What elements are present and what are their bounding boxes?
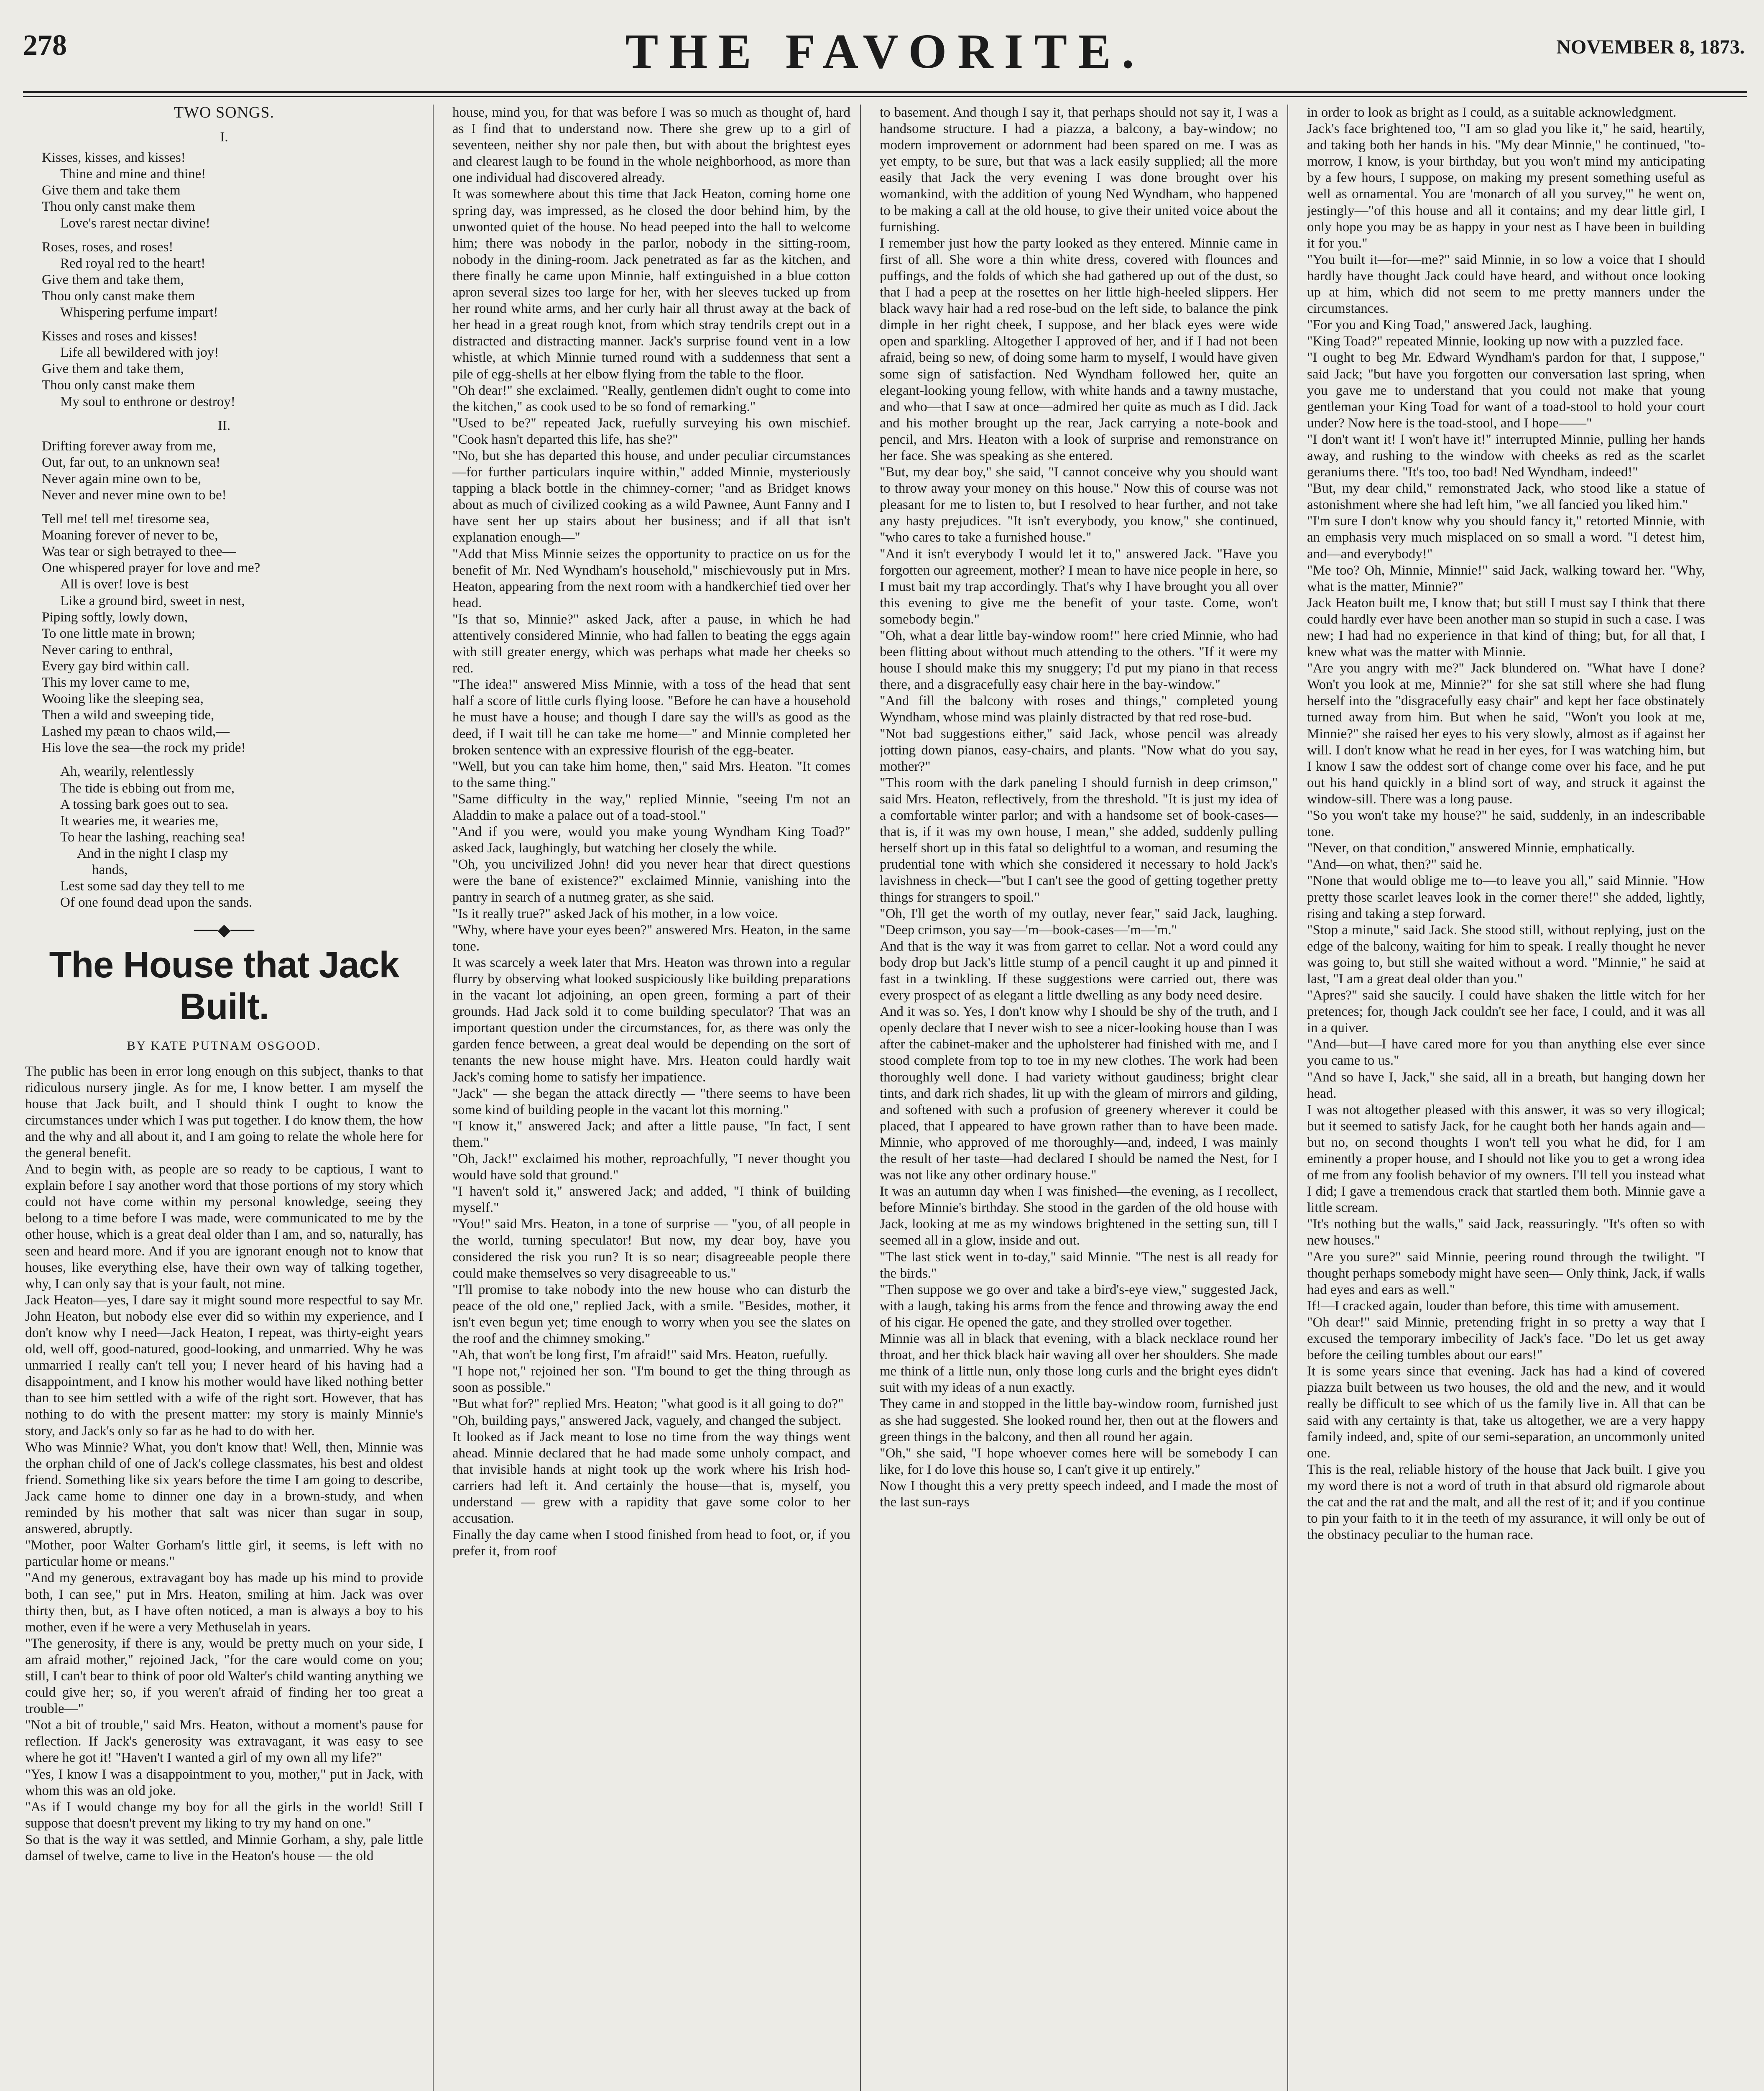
poem-stanza: [25, 511, 423, 756]
verse-line: It wearies me, it wearies me,: [60, 813, 219, 828]
page-header: [23, 23, 1747, 86]
verse-line: Ah, wearily, relentlessly: [60, 764, 194, 780]
column-1: [25, 105, 423, 2091]
header-rule: [23, 91, 1747, 93]
verse-line: The tide is ebbing out from me,: [60, 780, 235, 796]
verse-line: Give them and take them,: [42, 361, 184, 377]
poem-stanza: [25, 438, 423, 504]
story-text-column-1: The public has been in error long enough on this subject, thanks to that ridiculous nursery jingle. As for me, I know better. I am myself the house that Jack built, and I should think I ought to know the circumstances under which I was put together. I do know them, the how and the why and all about it, and I am going to relate the whole here for the general benefit. And to begin with, as people are so ready to be captious, I want to explain before I say another word that those portions of my story which could not have come within my personal knowledge, seeing they belong to a time before I was made, were communicated to me by the other house, which is a great deal older than I am, and so, naturally, has seen and heard more. And if you are ignorant enough not to know that houses, like everything else, have their own way of talking together, why, I can only say that is your fault, not mine. Jack Heaton—yes, I dare say it might sound more respectful to say Mr. John Heaton, but nobody else ever did so within my experience, and I don't know why I need—Jack Heaton, I repeat, was thirty-eight years old, well off, good-natured, good-looking, and unmarried. Why he was unmarried I really can't tell you; I never heard of his having had a disappointment, and I know his mother would have liked nothing better than to see him settled with a wife of the right sort. However, that has nothing to do with the present matter: my story is mainly Minnie's story, and Jack's only so far as he had to do with her. Who was Minnie? What, you don't know that! Well, then, Minnie was the orphan child of one of Jack's college classmates, his best and oldest friend. Something like six years before the time I am going to describe, Jack came home to dinner one day in a brown-study, and when reminded by his mother that salt was nicer than sugar in soup, answered, abruptly. "Mother, poor Walter Gorham's little girl, it seems, is left with no particular home or means." "And my generous, extravagant boy has made up his mind to provide both, I can see," put in Mrs. Heaton, smiling at him. Jack was over thirty then, but, as I have often noticed, a man is always a boy to his mother, even if he were a very Methuselah in years. "The generosity, if there is any, would be pretty much on your side, I am afraid mother," rejoined Jack, "for the care would come on you; still, I can't bear to think of poor old Walter's child wanting anything we could give her; so, if you weren't afraid of finding her too great a trouble—" "Not a bit of trouble," said Mrs. Heaton, without a moment's pause for reflection. If Jack's generosity was extravagant, it was easy to see where he got it! "Haven't I wanted a girl of my own all my life?" "Yes, I know I was a disappointment to you, mother," put in Jack, with whom this was an old joke. "As if I would change my boy for all the girls in the world! Still I suppose that doesn't prevent my liking to try my hand on one." So that is the way it was settled, and Minnie Gorham, a shy, pale little damsel of twelve, came to live in the Heaton's house — the old: [25, 1063, 423, 1863]
column-4: [1307, 105, 1705, 2091]
column-3: [880, 105, 1278, 2091]
verse-line: Out, far out, to an unknown sea!: [42, 455, 221, 470]
verse-line: To one little mate in brown;: [42, 626, 196, 641]
verse-line: A tossing bark goes out to sea.: [60, 797, 229, 812]
verse-line: Life all bewildered with joy!: [60, 345, 219, 360]
verse-line: Tell me! tell me! tiresome sea,: [42, 511, 209, 527]
masthead: THE FAVORITE.: [625, 24, 1145, 79]
poem-stanza: [25, 764, 423, 911]
verse-line: My soul to enthrone or destroy!: [60, 394, 235, 409]
story-byline: BY KATE PUTNAM OSGOOD.: [127, 1039, 322, 1053]
poem-part-label: I.: [220, 130, 228, 145]
verse-line: Thou only canst make them: [42, 288, 195, 304]
verse-line: Thou only canst make them: [42, 378, 195, 393]
verse-line: Never and never mine own to be!: [42, 487, 227, 503]
section-ornament: ──◆──: [194, 920, 255, 940]
poem-stanza: [25, 239, 423, 321]
verse-line: Kisses, kisses, and kisses!: [42, 150, 186, 166]
story-text-column-3: to basement. And though I say it, that perhaps should not say it, I was a handsome structure. I had a piazza, a balcony, a bay-window; no modern improvement or adornment had been spared on me. I was as yet empty, to be sure, but that was a lack easily supplied; all the more easily that Jack the very evening I was done brought over his womankind, with the addition of young Ned Wyndham, who happened to be making a call at the old house, to give their united voice about the furnishing. I remember just how the party looked as they entered. Minnie came in first of all. She wore a thin white dress, covered with flounces and puffings, and the folds of which she had gathered up out of the dust, so that I had a peep at the rosettes on her little high-heeled slippers. Her black wavy hair had a red rose-bud on the left side, to balance the pink dimple in her right cheek, I suppose, and her black eyes were wide open and sparkling. Altogether I approved of her, and if I had not been afraid, being so new, of doing some harm to myself, I would have given some sign of satisfaction. Ned Wyndham followed her, quite an elegant-looking young fellow, with white hands and a tawny mustache, and who—that I saw at once—admired her quite as much as I did. Jack and his mother brought up the rear, Jack carrying a note-book and pencil, and Mrs. Heaton with a look of surprise and remonstrance on her face. She was speaking as she entered. "But, my dear boy," she said, "I cannot conceive why you should want to throw away your money on this house." Now this of course was not pleasant for me to listen to, but I resolved to hear further, and not take any hasty prejudices. "It isn't everybody, you know," she continued, "who cares to take a furnished house." "And it isn't everybody I would let it to," answered Jack. "Have you forgotten our agreement, mother? I mean to have nice people in here, so I must bait my trap accordingly. That's why I have brought you all over this evening to give me the benefit of your taste. Come, won't somebody begin." "Oh, what a dear little bay-window room!" here cried Minnie, who had been flitting about without much attending to the others. "If it were my house I should make this my snuggery; I'd put my piano in that recess there, and a disgracefully easy chair here in the bay-window." "And fill the balcony with roses and things," completed young Wyndham, whose mind was plainly distracted by that red rose-bud. "Not bad suggestions either," said Jack, whose pencil was already jotting down pianos, easy-chairs, and plants. "Now what do you say, mother?" "This room with the dark paneling I should furnish in deep crimson," said Mrs. Heaton, reflectively, from the threshold. "It is just my idea of a comfortable winter parlor; and with a handsome set of book-cases—that is, if it was my own house, I mean," she added, suddenly pulling herself short up in this fatal so delightful to a woman, and resuming the prudential tone with which she considered it necessary to hold Jack's lavishness in check—"but I can't see the good of getting together pretty things for strangers to spoil." "Oh, I'll get the worth of my outlay, never fear," said Jack, laughing. "Deep crimson, you say—'m—book-cases—'m—'m." And that is the way it was from garret to cellar. Not a word could any body drop but Jack's little stump of a pencil caught it up and pinned it fast in a twinkling. If these suggestions were carried out, there was every prospect of as elegant a little dwelling as any body need desire. And it was so. Yes, I don't know why I should be shy of the truth, and I openly declare that I never wish to see a nicer-looking house than I was after the cabinet-maker and the upholsterer had finished with me, and I stood complete from top to toe in my new clothes. The work had been thoroughly well done. I had variety without gaudiness; bright clear tints, and dark rich shades, lit up with the gleam of mirrors and gilding, and softened with such a profusion of greenery wherever it could be placed, that I appeared to have grown rather than to have been made. Minnie, who approved of me thoroughly—and, indeed, I was mainly the result of her taste—had declared I should be named the Nest, for I was not like any other ordinary house." It was an autumn day when I was finished—the evening, as I recollect, before Minnie's birthday. She stood in the garden of the old house with Jack, looking at me as my windows brightened in the setting sun, till I seemed all in a glow, inside and out. "The last stick went in to-day," said Minnie. "The nest is all ready for the birds." "Then suppose we go over and take a bird's-eye view," suggested Jack, with a laugh, taking his arms from the fence and throwing away the end of his cigar. He opened the gate, and they strolled over together. Minnie was all in black that evening, with a black necklace round her throat, and her thick black hair waving all over her shoulders. She made me think of a little nun, only those long curls and the bright eyes didn't suit with my ideas of a nun exactly. They came in and stopped in the little bay-window room, furnished just as she had suggested. She looked round her, then out at the flowers and green things in the balcony, and then all round her again. "Oh," she said, "I hope whoever comes here will be somebody I can like, for I do love this house so, I can't give it up entirely." Now I thought this a very pretty speech indeed, and I made the most of the last sun-rays: [880, 105, 1278, 1510]
verse-line: Thou only canst make them: [42, 199, 195, 215]
verse-line: Piping softly, lowly down,: [42, 609, 188, 625]
page-number: 278: [23, 29, 67, 61]
verse-line: One whispered prayer for love and me?: [42, 560, 260, 576]
verse-line: To hear the lashing, reaching sea!: [60, 829, 246, 845]
verse-line: Thine and mine and thine!: [60, 166, 206, 182]
verse-line: Whispering perfume impart!: [60, 305, 218, 320]
verse-line: This my lover came to me,: [42, 675, 190, 690]
verse-line: Like a ground bird, sweet in nest,: [60, 593, 245, 608]
verse-line: Love's rarest nectar divine!: [60, 215, 210, 231]
verse-line: Was tear or sigh betrayed to thee—: [42, 544, 236, 560]
verse-line: All is over! love is best: [60, 577, 189, 592]
verse-line: Never again mine own to be,: [42, 471, 202, 486]
verse-line: Wooing like the sleeping sea,: [42, 691, 204, 707]
column-divider: [860, 105, 861, 2091]
verse-line: Red royal red to the heart!: [60, 256, 206, 271]
verse-line: His love the sea—the rock my pride!: [42, 740, 246, 756]
header-rule-thin: [23, 96, 1747, 97]
poem-stanza: [25, 328, 423, 410]
poem-title: TWO SONGS.: [174, 105, 275, 121]
verse-line: Of one found dead upon the sands.: [60, 895, 253, 910]
column-2: [452, 105, 850, 2091]
column-divider: [1287, 105, 1288, 2091]
verse-line: Moaning forever of never to be,: [42, 528, 218, 543]
verse-line: Roses, roses, and roses!: [42, 239, 174, 255]
issue-date: NOVEMBER 8, 1873.: [1556, 36, 1745, 58]
verse-line: Every gay bird within call.: [42, 658, 189, 674]
verse-line: Lashed my pæan to chaos wild,—: [42, 724, 230, 739]
verse-line: Drifting forever away from me,: [42, 438, 216, 454]
verse-line: Never caring to enthral,: [42, 642, 173, 657]
verse-line: And in the night I clasp my: [77, 846, 228, 861]
verse-line: hands,: [92, 862, 128, 878]
verse-line: Give them and take them: [42, 183, 181, 198]
poem-stanza: [25, 150, 423, 231]
story-text-column-2: house, mind you, for that was before I was so much as thought of, hard as I find that to understand now. There she grew up to a girl of seventeen, neither shy nor pale then, but with about the brightest eyes and clearest laugh to be found in the whole neighborhood, as more than one individual had discovered already. It was somewhere about this time that Jack Heaton, coming home one spring day, was impressed, as he closed the door behind him, by the unwonted quiet of the house. No head peeped into the hall to welcome him; there was nobody in the parlor, nobody in the sitting-room, nobody in the dining-room. Jack penetrated as far as the kitchen, and there finally he came upon Minnie, half extinguished in a blue cotton apron several sizes too large for her, with her sleeves tucked up from her round white arms, and her curly hair all thrust away at the back of her head in a great rough knot, from which stray tendrils crept out in a distracted and distracting manner. Jack's surprise found vent in a low whistle, at which Minnie turned round with a suddenness that sent a pile of egg-shells at her elbow flying from the table to the floor. "Oh dear!" she exclaimed. "Really, gentlemen didn't ought to come into the kitchen," as cook used to be so fond of remarking." "Used to be?" repeated Jack, ruefully surveying his own mischief. "Cook hasn't departed this life, has she?" "No, but she has departed this house, and under peculiar circumstances—for further particulars inquire within," added Minnie, mysteriously tapping a black bottle in the chimney-corner; "and as Bridget knows about as much of civilized cooking as a wild Pawnee, Aunt Fanny and I have sent her up stairs about her business; and if all that isn't explanation enough—" "Add that Miss Minnie seizes the opportunity to practice on us for the benefit of Mr. Ned Wyndham's household," mischievously put in Mrs. Heaton, appearing from the next room with a handkerchief tied over her head. "Is that so, Minnie?" asked Jack, after a pause, in which he had attentively considered Minnie, who had fallen to beating the eggs again with still greater energy, which was perhaps what made her cheeks so red. "The idea!" answered Miss Minnie, with a toss of the head that sent half a score of little curls flying loose. "Before he can have a household he must have a house; and though I dare say the will's as good as the deed, if I wait till he can take me home—" and Minnie completed her broken sentence with an expressive flourish of the egg-beater. "Well, but you can take him home, then," said Mrs. Heaton. "It comes to the same thing." "Same difficulty in the way," replied Minnie, "seeing I'm not an Aladdin to make a palace out of a toad-stool." "And if you were, would you make young Wyndham King Toad?" asked Jack, laughingly, but watching her closely the while. "Oh, you uncivilized John! did you never hear that direct questions were the bane of existence?" exclaimed Minnie, vanishing into the pantry in search of a nutmeg grater, as she said. "Is it really true?" asked Jack of his mother, in a low voice. "Why, where have your eyes been?" answered Mrs. Heaton, in the same tone. It was scarcely a week later that Mrs. Heaton was thrown into a regular flurry by observing what looked suspiciously like building preparations in the vacant lot adjoining, an open green, forming a part of their grounds. Had Jack sold it to come building speculator? That was an important question under the circumstances, for, as there was only the garden fence between, a great deal would be depending on the sort of tenants the new house might have. Mrs. Heaton could hardly wait Jack's coming home to satisfy her impatience. "Jack" — she began the attack directly — "there seems to have been some kind of building people in the vacant lot this morning." "I know it," answered Jack; and after a little pause, "In fact, I sent them." "Oh, Jack!" exclaimed his mother, reproachfully, "I never thought you would have sold that ground." "I haven't sold it," answered Jack; and added, "I think of building myself." "You!" said Mrs. Heaton, in a tone of surprise — "you, of all people in the world, turning speculator! But now, my dear boy, have you considered the risk you run? It is so near; disagreeable people there could make themselves so very disagreeable to us." "I'll promise to take nobody into the new house who can disturb the peace of the old one," replied Jack, with a smile. "Besides, mother, it isn't even begun yet; time enough to worry when you see the slates on the roof and the chimney smoking." "Ah, that won't be long first, I'm afraid!" said Mrs. Heaton, ruefully. "I hope not," rejoined her son. "I'm bound to get the thing through as soon as possible." "But what for?" replied Mrs. Heaton; "what good is it all going to do?" "Oh, building pays," answered Jack, vaguely, and changed the subject. It looked as if Jack meant to lose no time from the way things went ahead. Minnie declared that he had made some unholy compact, and that invisible hands at night took up the work where his Irish hod-carriers had left it. And certainly the house—that is, myself, you understand — grew with a rapidity that gave some color to her accusation. Finally the day came when I stood finished from head to foot, or, if you prefer it, from roof: [452, 105, 850, 1559]
story-text-column-4: in order to look as bright as I could, as a suitable acknowledgment. Jack's face brightened too, "I am so glad you like it," he said, heartily, and taking both her hands in his. "My dear Minnie," he continued, "to-morrow, I know, is your birthday, but you won't mind my anticipating by a few hours, I suppose, on making my present something useful as well as ornamental. You are 'monarch of all you survey,'" he went on, jestingly—"of this house and all it contains; and my dear little girl, I only hope you may be as happy in your nest as I have been in building it for you." "You built it—for—me?" said Minnie, in so low a voice that I should hardly have thought Jack could have heard, and without once looking up at him, which did not seem to me pretty manners under the circumstances. "For you and King Toad," answered Jack, laughing. "King Toad?" repeated Minnie, looking up now with a puzzled face. "I ought to beg Mr. Edward Wyndham's pardon for that, I suppose," said Jack; "but have you forgotten our conversation last spring, when you gave me to understand that you could not make that young gentleman your King Toad for want of a toad-stool to hold your court under? Now here is the toad-stool, and I hope——" "I don't want it! I won't have it!" interrupted Minnie, pulling her hands away, and rushing to the window with cheeks as red as the scarlet geraniums there. "It's too, too bad! Ned Wyndham, indeed!" "But, my dear child," remonstrated Jack, who stood like a statue of astonishment where she had left him, "we all fancied you liked him." "I'm sure I don't know why you should fancy it," retorted Minnie, with an emphasis very much misplaced on so small a word. "I detest him, and—and everybody!" "Me too? Oh, Minnie, Minnie!" said Jack, walking toward her. "Why, what is the matter, Minnie?" Jack Heaton built me, I know that; but still I must say I think that there could hardly ever have been another man so stupid in such a case. I was new; I had had no experience in that kind of thing; but, for all that, I knew what was the matter with Minnie. "Are you angry with me?" Jack blundered on. "What have I done? Won't you look at me, Minnie?" for she sat still where she had flung herself into the "disgracefully easy chair" and kept her face obstinately turned away from him. But when he said, "Won't you look at me, Minnie?" she raised her eyes to his very slowly, almost as if against her will. I don't know what he read in her eyes, for I was watching him, but I know I saw the oddest sort of change come over his face, and he put out his hand quickly in a blind sort of way, and struck it against the window-sill. There was a long pause. "So you won't take my house?" he said, suddenly, in an indescribable tone. "Never, on that condition," answered Minnie, emphatically. "And—on what, then?" said he. "None that would oblige me to—to leave you all," said Minnie. "How pretty those scarlet leaves look in the corner there!" she added, lightly, rising and taking a step forward. "Stop a minute," said Jack. She stood still, without replying, just on the edge of the balcony, waiting for him to speak. I really thought he never was going to, but still she waited without a word. "Minnie," he said at last, "I am a great deal older than you." "Apres?" said she saucily. I could have shaken the little witch for her pretences; for, though Jack couldn't see her face, I could, and it was all in a quiver. "And—but—I have cared more for you than anything else ever since you came to us." "And so have I, Jack," she said, all in a breath, but hanging down her head. I was not altogether pleased with this answer, it was so very illogical; but it seemed to satisfy Jack, for he caught both her hands again and—but no, on second thoughts I won't tell you what he did, for I am eminently a proper house, and I should not like you to get a wrong idea of me from any foolish behavior of my owners. I'll tell you instead what I did; I gave a tremendous crack that startled them both. Minnie gave a little scream. "It's nothing but the walls," said Jack, reassuringly. "It's often so with new houses." "Are you sure?" said Minnie, peering round through the twilight. "I thought perhaps somebody might have seen— Only think, Jack, if walls had eyes and ears as well." If!—I cracked again, louder than before, this time with amusement. "Oh dear!" said Minnie, pretending fright in so pretty a way that I excused the temporary imbecility of Jack's face. "Do let us get away before the ceiling tumbles about our ears!" It is some years since that evening. Jack has had a kind of covered piazza built between us two houses, the old and the new, and it would really be difficult to see which of us the family live in. All that can be said with any certainty is that, take us altogether, we are a very happy family indeed, and, spite of our semi-separation, an uncommonly united one. This is the real, reliable history of the house that Jack built. I give you my word there is not a word of truth in that absurd old rigmarole about the cat and the rat and the malt, and all the rest of it; and if you continue to pin your faith to it in the teeth of my assurance, it will only be out of the obstinacy peculiar to the human race.: [1307, 105, 1705, 1543]
poem-part-label: II.: [217, 418, 231, 433]
column-divider: [433, 105, 434, 2091]
verse-line: Give them and take them,: [42, 272, 184, 287]
verse-line: Lest some sad day they tell to me: [60, 879, 245, 894]
verse-line: Kisses and roses and kisses!: [42, 329, 198, 344]
story-headline: The House that Jack Built.: [49, 944, 399, 1028]
verse-line: Then a wild and sweeping tide,: [42, 708, 214, 723]
